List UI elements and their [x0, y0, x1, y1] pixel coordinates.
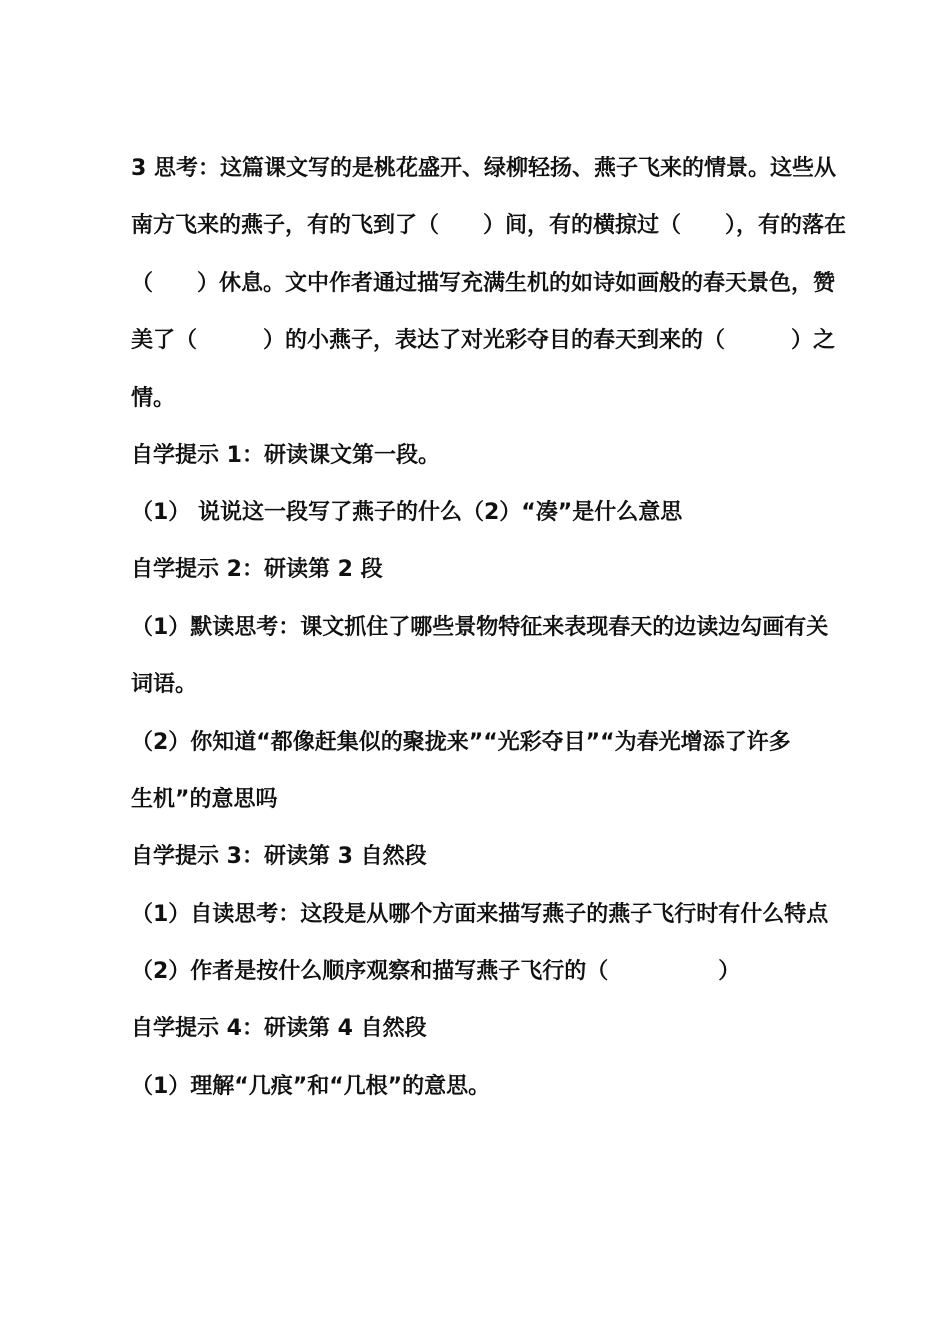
section-heading: 自学提示 2：研读第 2 段 [131, 557, 383, 582]
section-heading: 自学提示 3：研读第 3 自然段 [131, 844, 427, 869]
question-line: （2）你知道“都像赶集似的聚拢来”“光彩夺目”“为春光增添了许多 [131, 730, 791, 755]
question-line: （1）自读思考：这段是从哪个方面来描写燕子的燕子飞行时有什么特点 [131, 902, 829, 927]
question-line: （1）理解“几痕”和“几根”的意思。 [131, 1074, 491, 1099]
section-heading: 自学提示 1：研读课文第一段。 [131, 443, 440, 468]
question-line: （1）默读思考：课文抓住了哪些景物特征来表现春天的边读边勾画有关 [131, 615, 829, 640]
paragraph-line: 美了（ ）的小燕子，表达了对光彩夺目的春天到来的（ ）之 [131, 328, 836, 353]
question-line: （2）作者是按什么顺序观察和描写燕子飞行的（ ） [131, 959, 741, 984]
paragraph-line: 情。 [131, 386, 176, 411]
question-line: 词语。 [131, 672, 198, 697]
question-line: 生机”的意思吗 [131, 787, 278, 812]
paragraph-line: （ ）休息。文中作者通过描写充满生机的如诗如画般的春天景色，赞 [131, 271, 836, 296]
paragraph-line: 3 思考：这篇课文写的是桃花盛开、绿柳轻扬、燕子飞来的情景。这些从 [131, 156, 836, 181]
paragraph-line: 南方飞来的燕子，有的飞到了（ ）间，有的横掠过（ ），有的落在 [131, 213, 847, 238]
question-line: （1） 说说这一段写了燕子的什么（2）“凑”是什么意思 [131, 500, 683, 525]
section-heading: 自学提示 4：研读第 4 自然段 [131, 1016, 427, 1041]
